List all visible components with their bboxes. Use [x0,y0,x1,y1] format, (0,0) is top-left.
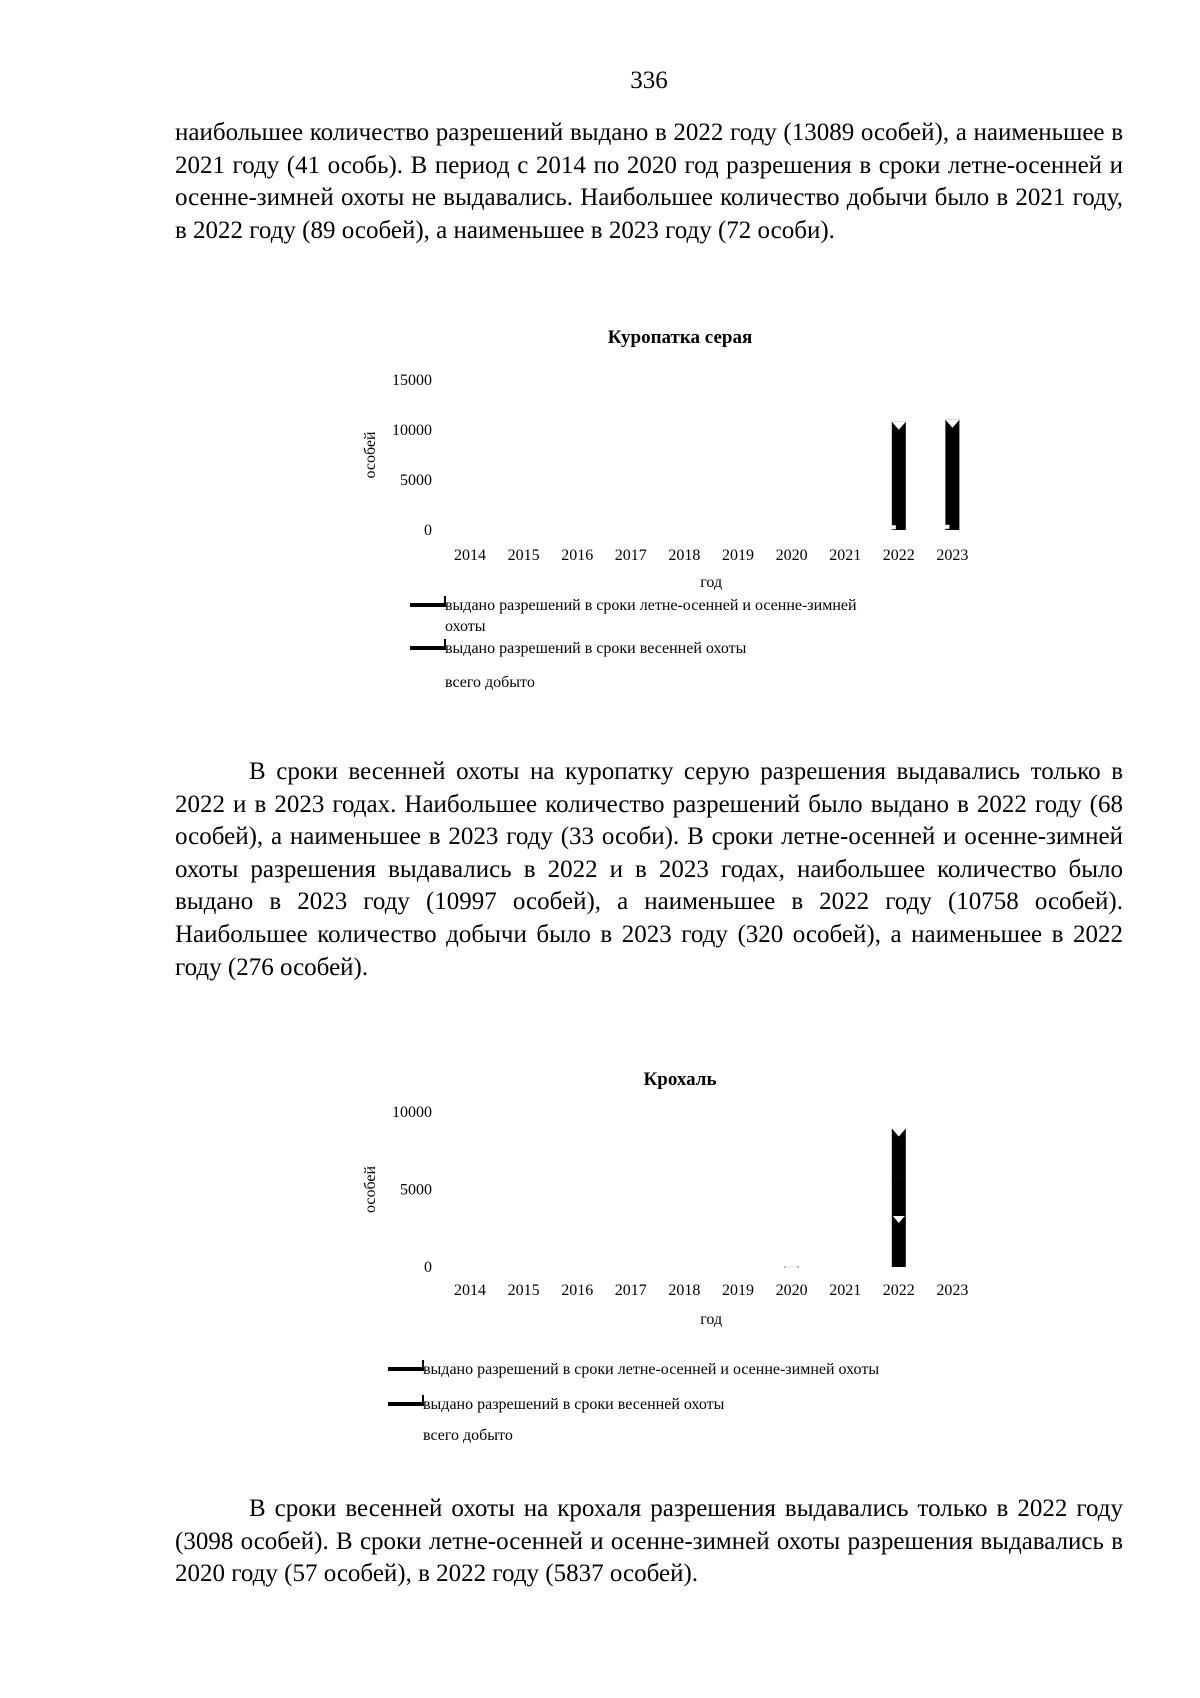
x-tick-label: 2014 [454,547,486,564]
legend-swatch-0 [410,596,446,607]
x-tick-label: 2020 [775,547,808,564]
paragraph-2: В сроки весенней охоты на куропатку серую разрешения выдавались только в 2022 и в 2023 годах. Наибольшее количество разрешений было выдано в 2022 году (68 особей), а наименьшее в 2023 году (33 особи). В сроки летне-осенней и осенне-зимней охоты разрешения выдавались в 2022 и в 2023 годах, наибольшее количество было выдано в 2023 году (10997 особей), а наименьшее в 2022 году (10758 особей). Наибольшее количество добычи было в 2023 году (320 особей), а наименьшее в 2022 году (276 особей). [175,758,1123,981]
chart-kuropatka-svg [330,325,1030,715]
y-axis-label: особей [362,431,379,479]
y-tick-label: 5000 [400,1181,432,1199]
x-axis-label: год [700,1311,723,1328]
bar-2023-series-0 [945,420,959,530]
x-tick-label: 2016 [561,547,594,564]
legend-entry-2: всего добыто [423,1427,513,1444]
y-tick-label: 0 [424,522,432,539]
chart-krohal [330,1062,1030,1462]
x-tick-label: 2019 [722,1282,754,1299]
x-tick-label: 2019 [722,547,754,564]
chart-title: Крохаль [643,1069,717,1090]
legend-entry-0: выдано разрешений в сроки летне-осенней и осенне-зимней охоты [445,597,857,635]
page-number: 336 [630,67,668,94]
chart-kuropatka [330,325,1030,715]
x-tick-label: 2020 [775,1282,808,1299]
x-tick-label: 2016 [561,1282,594,1299]
x-tick-label: 2017 [614,547,647,564]
legend-entry-2: всего добыто [445,674,535,691]
x-tick-label: 2022 [882,1282,915,1299]
y-tick-label: 15000 [392,372,432,389]
x-tick-label: 2022 [882,547,915,564]
paragraph-1: наибольшее количество разрешений выдано в 2022 году (13089 особей), а наименьшее в 2021 году (41 особь). В период с 2014 по 2020 год разрешения в сроки летне-осенней и осенне-зимней охоты не выдавались. Наибольшее количество добычи было в 2021 году, в 2022 году (89 особей), а наименьшее в 2023 году (72 особи). [175,119,1123,244]
legend-entry-1: выдано разрешений в сроки весенней охоты [423,1396,725,1413]
legend-entry-0: выдано разрешений в сроки летне-осенней и осенне-зимней охоты [423,1361,880,1378]
x-tick-label: 2015 [507,547,540,564]
chart-krohal-svg [330,1062,1030,1462]
x-tick-label: 2021 [829,1282,862,1299]
legend-swatch-0 [388,1360,424,1371]
y-tick-label: 0 [424,1259,432,1276]
x-tick-label: 2014 [454,1282,486,1299]
legend-swatch-1 [388,1395,424,1406]
total-marker-2022 [892,525,896,529]
y-tick-label: 5000 [400,472,432,489]
legend-swatch-1 [410,639,446,650]
paragraph-3: В сроки весенней охоты на крохаля разрешения выдавались только в 2022 году (3098 особей). В сроки летне-осенней и осенне-зимней охоты разрешения выдавались в 2020 году (57 особей), в 2022 году (5837 особей). [175,1495,1123,1588]
legend-entry-1: выдано разрешений в сроки весенней охоты [445,640,747,657]
x-tick-label: 2017 [614,1282,647,1299]
bar-2022-series-0 [892,422,906,530]
x-tick-label: 2018 [668,547,701,564]
x-tick-label: 2023 [936,1282,969,1299]
bar-top-notch-2020 [785,1266,799,1274]
y-axis-label: особей [362,1165,379,1214]
x-tick-label: 2018 [668,1282,701,1299]
y-tick-label: 10000 [392,1104,432,1121]
x-tick-label: 2021 [829,547,862,564]
total-marker-2023 [945,525,949,529]
y-tick-label: 10000 [392,422,432,439]
chart-title: Куропатка серая [607,327,753,348]
x-tick-label: 2015 [507,1282,540,1299]
x-tick-label: 2023 [936,547,969,564]
x-axis-label: год [700,574,723,591]
